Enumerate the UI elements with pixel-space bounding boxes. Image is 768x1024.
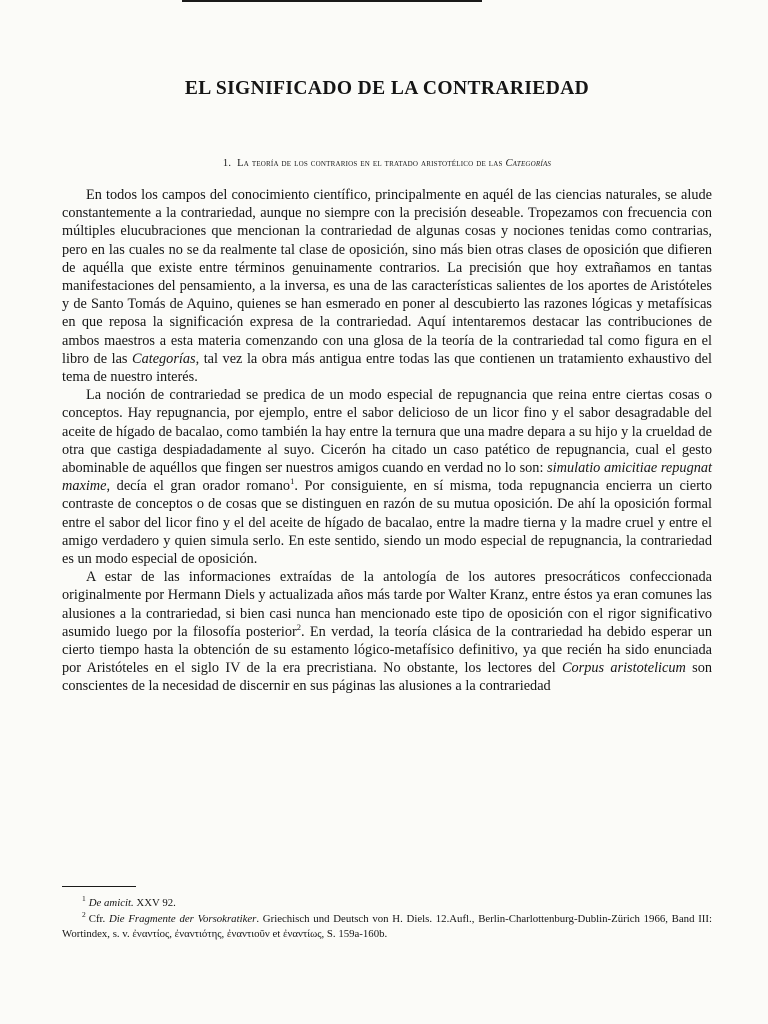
- text-run: , decía el gran orador romano: [106, 478, 291, 495]
- top-edge-rule: [182, 0, 482, 2]
- footnotes: [62, 896, 712, 943]
- text-run: A estar de las informaciones extraídas de la antología de los autores presocráticos confeccionada originalmente por Hermann Diels y actualizada años más tarde por Walter Kranz, entre éstos ya eran comunes las alusiones a la contrariedad, si bien casi nunca han mencionado este tipo de oposición con el rigor significativo asumido luego por la filosofía posterior: [62, 569, 712, 640]
- italic-text: Categorías: [132, 350, 196, 367]
- section-number: 1.: [222, 158, 232, 169]
- section-heading-text: La teoría de los contrarios en el tratado aristotélico de las: [237, 158, 506, 169]
- footnote-text: XXV 92.: [133, 897, 176, 909]
- document-page: [62, 0, 712, 1024]
- italic-text: Corpus aristotelicum: [561, 660, 686, 677]
- paragraph: [62, 386, 712, 568]
- footnote-text: Cfr.: [88, 912, 109, 925]
- italic-text: simulatio amicitiae repugnat maxime: [62, 460, 712, 495]
- text-run: . En verdad, la teoría clásica de la contrariedad ha debido esperar un cierto tiempo hasta la obtención de su estamento lógico-metafísico definitivo, ya que recién ha sido enunciada por Aristóteles en el siglo IV de la era precristiana. No obstante, los lectores del: [62, 623, 712, 677]
- footnote-reference[interactable]: 1: [290, 476, 295, 487]
- text-run: son conscientes de la necesidad de discernir en sus páginas las alusiones a la contrariedad: [62, 660, 712, 695]
- footnote-mark: 1: [82, 894, 86, 904]
- text-run: En todos los campos del conocimiento científico, principalmente en aquél de las ciencias naturales, se alude constantemente a la contrariedad, aunque no siempre con la precisión deseable. Tropezamos con frecuencia con múltiples elucubraciones que mencionan la contrariedad de algunas cosas y nociones tenidas como contrarias, pero en las cuales no se da realmente tal clase de oposición, sino más bien otras clases de oposición que difieren de aquélla que existe entre términos genuinamente contrarios. La precisión que hoy extrañamos en tantas manifestaciones del pensamiento, a la inversa, es una de las características salientes de los aportes de Aristóteles y de Santo Tomás de Aquino, quienes se han esmerado en poner al descubierto las razones lógicas y metafísicas en que reposa la significación expresa de la contrariedad. Aquí intentaremos destacar las contribuciones de ambos maestros a esta materia comenzando con una glosa de la teoría de la contrariedad tal como figura en el libro de las: [62, 187, 712, 367]
- footnote-italic-text: De amicit.: [88, 897, 134, 909]
- section-heading-italic: Categorías: [505, 158, 552, 169]
- paragraph: [62, 568, 712, 695]
- text-run: La noción de contrariedad se predica de un modo especial de repugnancia que reina entre ciertas cosas o conceptos. Hay repugnancia, por ejemplo, entre el sabor delicioso de un licor fino y el sabor desagradable del aceite de hígado de bacalao, como también la hay entre la ternura que una madre depara a su hijo y la crueldad de otra que castiga despiadadamente al suyo. Cicerón ha citado un caso patético de repugnancia, cual el gesto abominable de aquéllos que fingen ser nuestros amigos cuando en verdad no lo son:: [62, 387, 712, 477]
- footnote-mark: 2: [82, 909, 86, 919]
- text-run: . Por consiguiente, en sí misma, toda repugnancia encierra un cierto contraste de conceptos o de cosas que se distinguen en razón de su mutua oposición. De ahí la oposición formal entre el sabor del licor fino y el del aceite de hígado de bacalao, entre la madre tierna y la madre cruel y entre el amigo verdadero y quien simula serlo. En este sentido, siendo un modo especial de repugnancia, la contrariedad es un modo especial de oposición.: [62, 478, 712, 568]
- paragraph: [62, 186, 712, 386]
- footnote-reference[interactable]: 2: [296, 622, 301, 633]
- text-run: , tal vez la obra más antigua entre todas las que contienen un tratamiento exhaustivo del tema de nuestro interés.: [62, 350, 712, 386]
- section-heading: [62, 158, 712, 169]
- footnote: [62, 896, 712, 912]
- chapter-title: EL SIGNIFICADO DE LA CONTRARIEDAD: [184, 78, 590, 99]
- body-text: [62, 186, 712, 696]
- footnote: [62, 909, 713, 943]
- footnote-italic-text: Die Fragmente der Vorsokratiker: [109, 912, 257, 925]
- footnote-text: . Griechisch und Deutsch von H. Diels. 12.Aufl., Berlin-Charlottenburg-Dublin-Zürich 1966, Band III: Wortindex, s. v. ἐναντίος, ἐναντιότης, ἐναντιοῦν et ἐναντίως, S. 159a-160b.: [62, 912, 713, 940]
- footnote-separator: [62, 886, 136, 887]
